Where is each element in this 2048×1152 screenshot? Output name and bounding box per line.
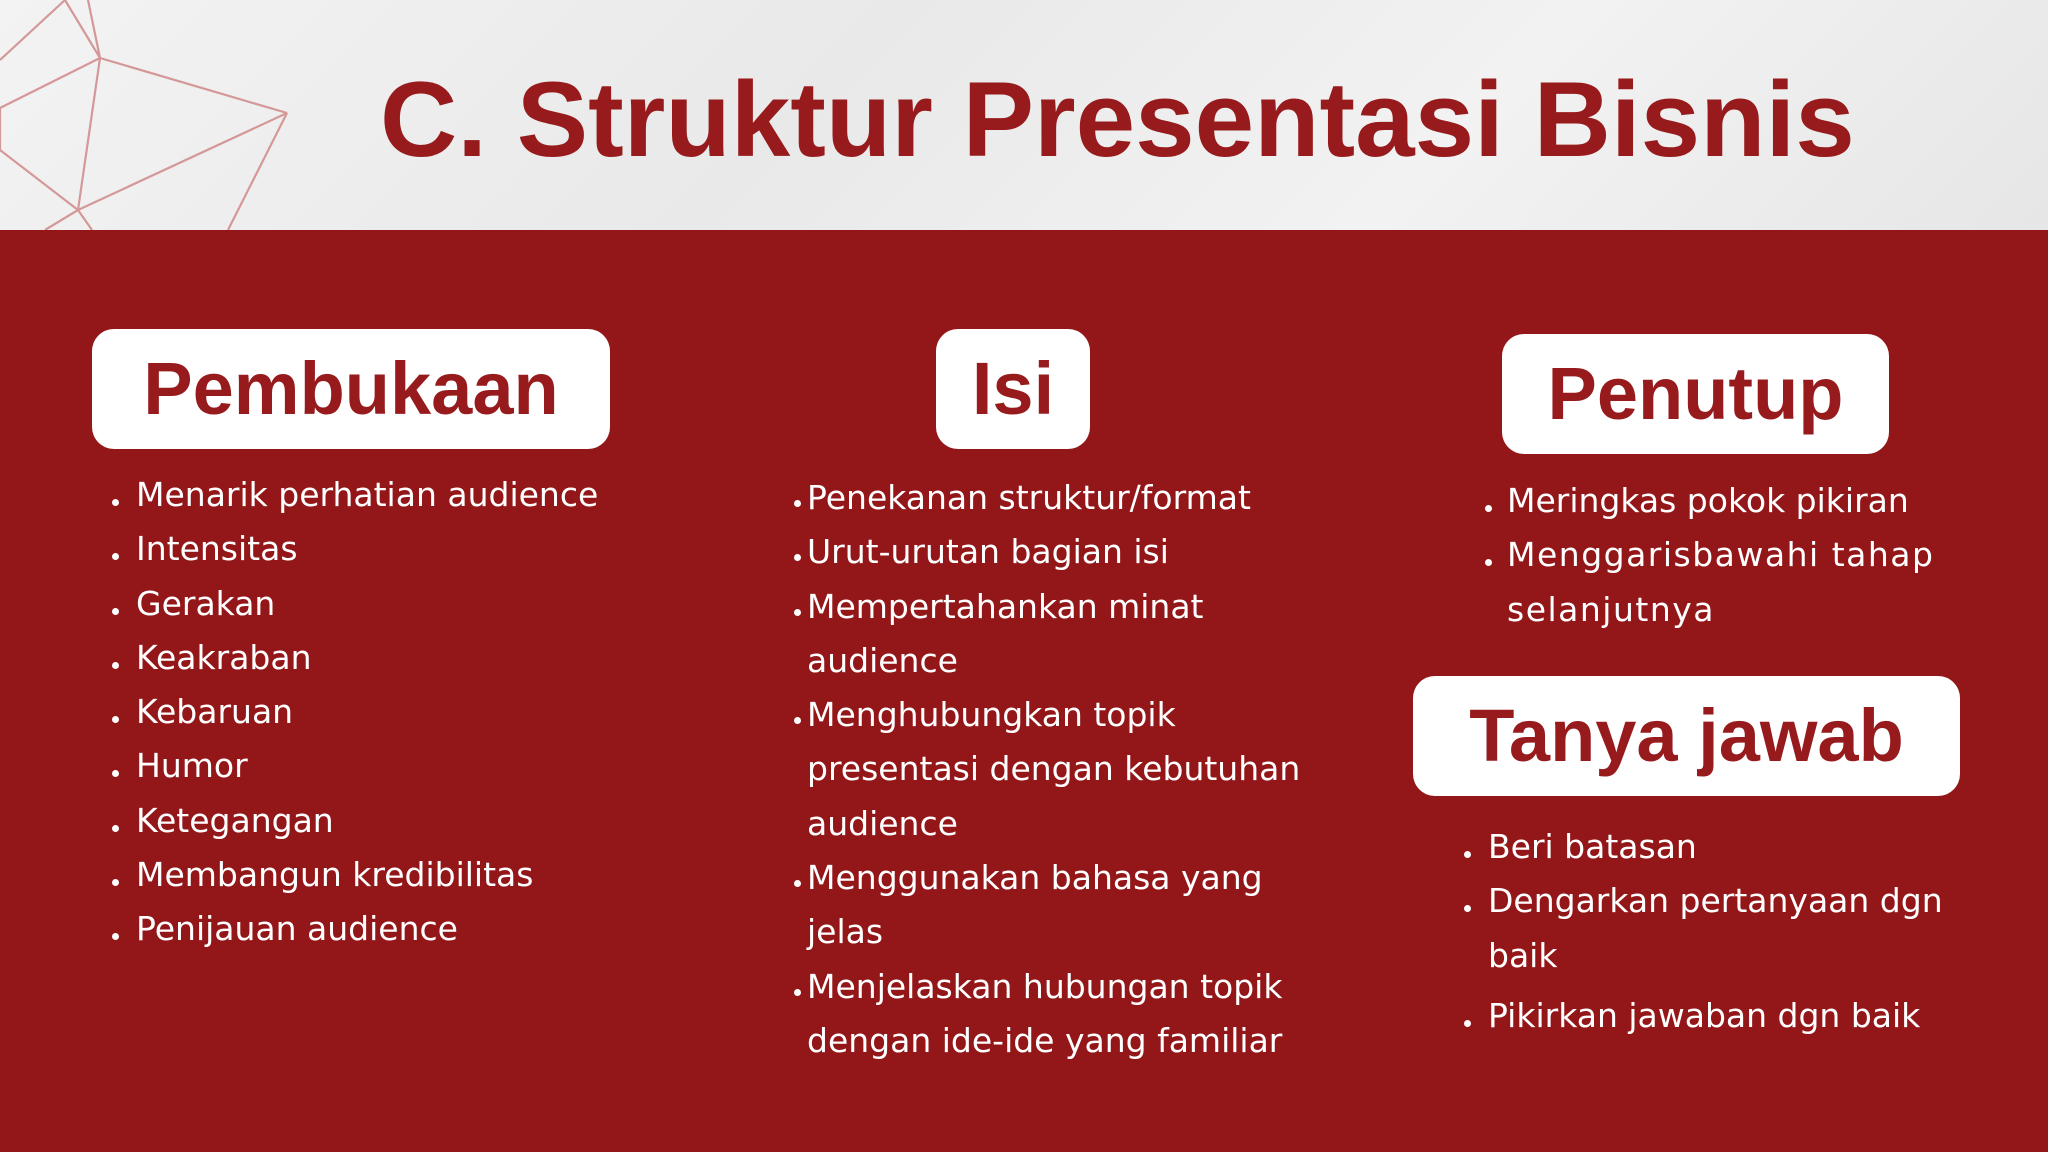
list-item: Ketegangan (136, 794, 696, 848)
penutup-heading-text: Penutup (1547, 352, 1844, 435)
list-item: Menjelaskan hubungan topik dengan ide-ide yang familiar (807, 960, 1307, 1069)
list-item: Mempertahankan minat audience (807, 580, 1307, 689)
list-item: Menggarisbawahi tahap selanjutnya (1507, 528, 1937, 637)
pembukaan-heading-text: Pembukaan (143, 347, 559, 430)
penutup-heading (1502, 334, 1889, 454)
list-item: Menghubungkan topik presentasi dengan kebutuhan audience (807, 688, 1307, 851)
list-item: Kebaruan (136, 685, 696, 739)
list-item: Menarik perhatian audience (136, 468, 696, 522)
isi-list (807, 471, 1307, 1068)
pembukaan-heading (92, 329, 610, 449)
list-item: Meringkas pokok pikiran (1507, 474, 1937, 528)
tanya-jawab-list (1488, 820, 1958, 1043)
list-item: Penekanan struktur/format (807, 471, 1307, 525)
list-item: Beri batasan (1488, 820, 1958, 874)
slide-title: C. Struktur Presentasi Bisnis (380, 59, 1855, 179)
penutup-list (1507, 474, 1937, 637)
tanya-jawab-heading (1413, 676, 1960, 796)
list-item: Intensitas (136, 522, 696, 576)
list-item: Humor (136, 739, 696, 793)
list-item: Menggunakan bahasa yang jelas (807, 851, 1307, 960)
pembukaan-list (136, 468, 696, 957)
list-item: Dengarkan pertanyaan dgn baik (1488, 874, 1958, 983)
tanya-jawab-heading-text: Tanya jawab (1469, 694, 1904, 777)
isi-heading (936, 329, 1090, 449)
list-item: Penijauan audience (136, 902, 696, 956)
list-item: Gerakan (136, 577, 696, 631)
list-item: Keakraban (136, 631, 696, 685)
list-item: Pikirkan jawaban dgn baik (1488, 989, 1958, 1043)
list-item: Membangun kredibilitas (136, 848, 696, 902)
list-item: Urut-urutan bagian isi (807, 525, 1307, 579)
header-band (0, 0, 2048, 230)
polyhedron-lines-icon (0, 0, 300, 230)
isi-heading-text: Isi (971, 347, 1055, 430)
